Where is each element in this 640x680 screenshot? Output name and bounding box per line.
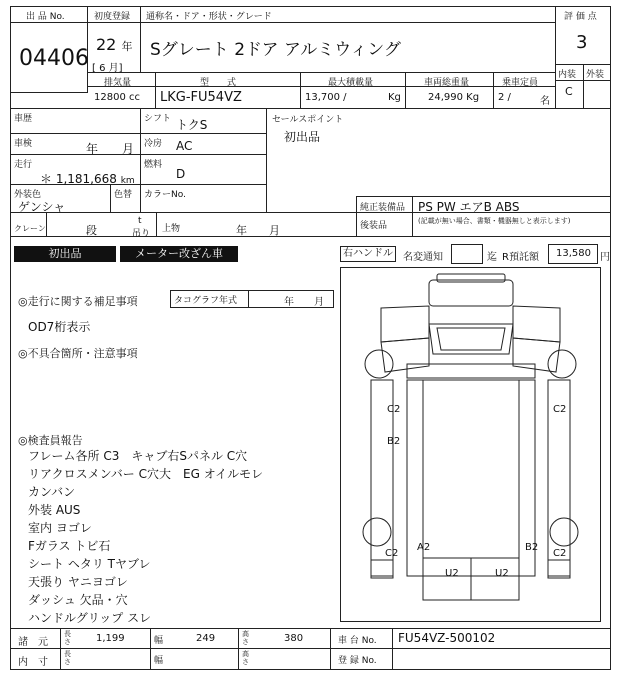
inner-height-label: 高さ <box>242 650 249 666</box>
history-label: 車歴 <box>14 114 33 124</box>
mileage-label: 走行 <box>14 160 33 170</box>
sales-point-value: 初出品 <box>284 130 321 144</box>
color-change-label: 色替 <box>114 190 133 200</box>
footer-div-4 <box>330 628 331 670</box>
spec-div-4 <box>493 72 494 108</box>
capacity-unit: 名 <box>540 96 550 107</box>
capacity-label: 乗車定員 <box>502 78 539 88</box>
lot-number: 04406 <box>19 46 89 71</box>
crane-t: t <box>138 216 142 226</box>
displacement-label: 排気量 <box>104 78 132 88</box>
tachograph-label: タコグラフ年式 <box>174 296 238 306</box>
length-value: 1,199 <box>96 633 125 644</box>
inspector-line: シート ヘタリ Tヤブレ <box>28 557 151 571</box>
spec-rule-bottom <box>10 108 611 109</box>
chassis-value: FU54VZ-500102 <box>398 631 496 645</box>
shift-value: トクS <box>176 118 208 132</box>
year-unit: 年 <box>121 40 133 53</box>
tachograph-value: 年 月 <box>284 297 324 308</box>
inspector-line: ハンドルグリップ スレ <box>28 611 152 625</box>
details-div-left <box>140 108 141 212</box>
upper-div <box>156 212 157 236</box>
equipment-label: 純正装備品 <box>360 203 406 213</box>
footer-div-1 <box>60 628 61 670</box>
grade-score: 3 <box>576 32 588 53</box>
inspector-line: フレーム各所 C3 キャブ右Sパネル C穴 <box>28 449 248 463</box>
footer-div-2 <box>150 628 151 670</box>
inner-length-label: 長さ <box>64 650 71 666</box>
width-label: 幅 <box>154 636 164 646</box>
color-div <box>110 184 111 212</box>
upper-value: 年 月 <box>236 224 280 237</box>
equipment-value: PS PW エアB ABS <box>418 200 520 214</box>
displacement: 12800 cc <box>94 92 140 103</box>
damage-mark: C2 <box>553 404 567 415</box>
mileage-unit: km <box>120 176 135 186</box>
grade-label: 評 価 点 <box>564 12 597 22</box>
height-label: 高さ <box>242 630 249 646</box>
damage-mark: A2 <box>417 542 431 553</box>
recycle-label: R預託額 <box>502 252 539 263</box>
fuel-label: 燃料 <box>144 160 163 170</box>
max-load: 13,700 / <box>305 92 347 103</box>
damage-mark: C2 <box>387 404 401 415</box>
header-rule <box>88 22 555 23</box>
spec-rule-mid <box>88 86 555 87</box>
ext-color-label: 外装色 <box>14 190 42 200</box>
details-div-right <box>266 108 267 212</box>
details-rule-4 <box>10 212 611 213</box>
shift-label: シフト <box>144 114 172 124</box>
model-label: 型 式 <box>200 78 237 88</box>
first-listing-badge: 初出品 <box>14 246 116 262</box>
inspector-line: カンバン <box>28 485 76 499</box>
damage-mark: C2 <box>553 548 567 559</box>
chassis-label: 車 台 No. <box>338 636 377 646</box>
spec-rule-top <box>88 72 555 73</box>
damage-mark: U2 <box>445 568 459 579</box>
equipment-div <box>356 196 357 236</box>
inspector-line: Fガラス トビ石 <box>28 539 111 553</box>
damage-mark: U2 <box>495 568 509 579</box>
gross-weight: 24,990 Kg <box>428 92 480 103</box>
rhd-box: 右ハンドル <box>340 246 396 262</box>
truck-outline-drawing <box>341 268 600 621</box>
crane-value: 段 <box>86 224 97 237</box>
details-rule-1 <box>10 133 266 134</box>
footer-div-5 <box>392 628 393 670</box>
damage-mark: B2 <box>525 542 539 553</box>
color-code-label: カラーNo. <box>144 190 186 200</box>
aftermarket-note: (記載が無い場合、書類・機器無しと表示します) <box>418 217 571 225</box>
reg-no-label: 登 録 No. <box>338 656 377 666</box>
driving-note: OD7桁表示 <box>28 320 91 334</box>
footer-rule-top <box>10 628 611 629</box>
footer-rule-mid <box>10 648 611 649</box>
recycle-unit: 円 <box>600 252 610 263</box>
inner-width-label: 幅 <box>154 656 164 666</box>
inspection-label: 車検 <box>14 139 33 149</box>
recycle-amount: 13,580 <box>556 248 591 259</box>
vehicle-name-label: 通称名・ドア・形状・グレード <box>146 12 272 22</box>
dims-label: 諸 元 <box>18 637 48 648</box>
inspector-heading: ◎検査員報告 <box>18 434 83 447</box>
name-change-label: 名変通知 <box>403 252 443 263</box>
year-value: 22 <box>96 35 117 54</box>
inner-dims-label: 内 寸 <box>18 657 48 668</box>
spec-div-2 <box>300 72 301 108</box>
gross-weight-label: 車両総重量 <box>424 78 470 88</box>
deposit-label: 迄 <box>487 252 497 263</box>
inspector-line: ダッシュ 欠品・穴 <box>28 593 128 607</box>
crane-label: クレーン <box>14 224 46 233</box>
defects-heading: ◎不具合箇所・注意事項 <box>18 347 138 360</box>
model: LKG-FU54VZ <box>160 90 242 105</box>
mileage-value <box>40 170 135 187</box>
max-load-unit: Kg <box>388 92 401 103</box>
length-label: 長さ <box>64 630 71 646</box>
interior-grade-label: 内装 <box>558 70 577 80</box>
inspector-line: 外装 AUS <box>28 503 81 517</box>
odometer-tamper-badge: メーター改ざん車 <box>120 246 238 262</box>
crane-div <box>46 212 47 236</box>
first-reg-label: 初度登録 <box>94 12 131 22</box>
damage-mark: C2 <box>385 548 399 559</box>
grade-sub-divider <box>583 64 584 108</box>
vehicle-name: Sグレート 2ドア アルミウィング <box>150 40 401 60</box>
damage-mark: B2 <box>387 436 401 447</box>
spec-div-1 <box>155 72 156 108</box>
inspection-value: 年 月 <box>86 142 135 156</box>
aircon-value: AC <box>176 139 193 153</box>
mileage-number: ＊ 1,181,668 <box>40 172 117 186</box>
details-rule-2 <box>10 154 266 155</box>
aircon-label: 冷房 <box>144 139 163 149</box>
upper-label: 上物 <box>162 224 181 234</box>
interior-grade: C <box>565 85 573 98</box>
sales-point-label: セールスポイント <box>272 115 344 125</box>
details-rule-5 <box>10 236 611 237</box>
vehicle-diagram <box>340 267 601 622</box>
inspector-line: リアクロスメンバー C穴大 EG オイルモレ <box>28 467 264 481</box>
grade-cell-rule <box>555 80 611 81</box>
crane-hang: 吊り <box>132 229 151 239</box>
equipment-val-div <box>412 196 413 236</box>
reg-name-divider <box>140 6 141 72</box>
footer-div-3 <box>238 628 239 670</box>
inspector-line: 天張り ヤニヨゴレ <box>28 575 128 589</box>
inspector-line: 室内 ヨゴレ <box>28 521 92 535</box>
tachograph-div <box>248 290 249 308</box>
fuel-value: D <box>176 167 186 181</box>
capacity: 2 / <box>498 92 511 103</box>
equipment-rule <box>356 196 611 197</box>
max-load-label: 最大積載量 <box>328 78 374 88</box>
grade-divider <box>555 6 556 108</box>
exterior-grade-label: 外装 <box>586 70 605 80</box>
first-reg-year <box>96 35 132 54</box>
name-change-box <box>451 244 483 264</box>
spec-div-3 <box>405 72 406 108</box>
driving-heading: ◎走行に関する補足事項 <box>18 295 138 308</box>
width-value: 249 <box>196 633 216 644</box>
height-value: 380 <box>284 633 304 644</box>
lot-label-rule <box>10 22 88 23</box>
lot-label: 出 品 No. <box>26 12 65 22</box>
aftermarket-label: 後装品 <box>360 221 388 231</box>
first-reg-month: [ 6 月] <box>92 63 123 74</box>
ext-color-value: ゲンシャ <box>18 200 66 214</box>
